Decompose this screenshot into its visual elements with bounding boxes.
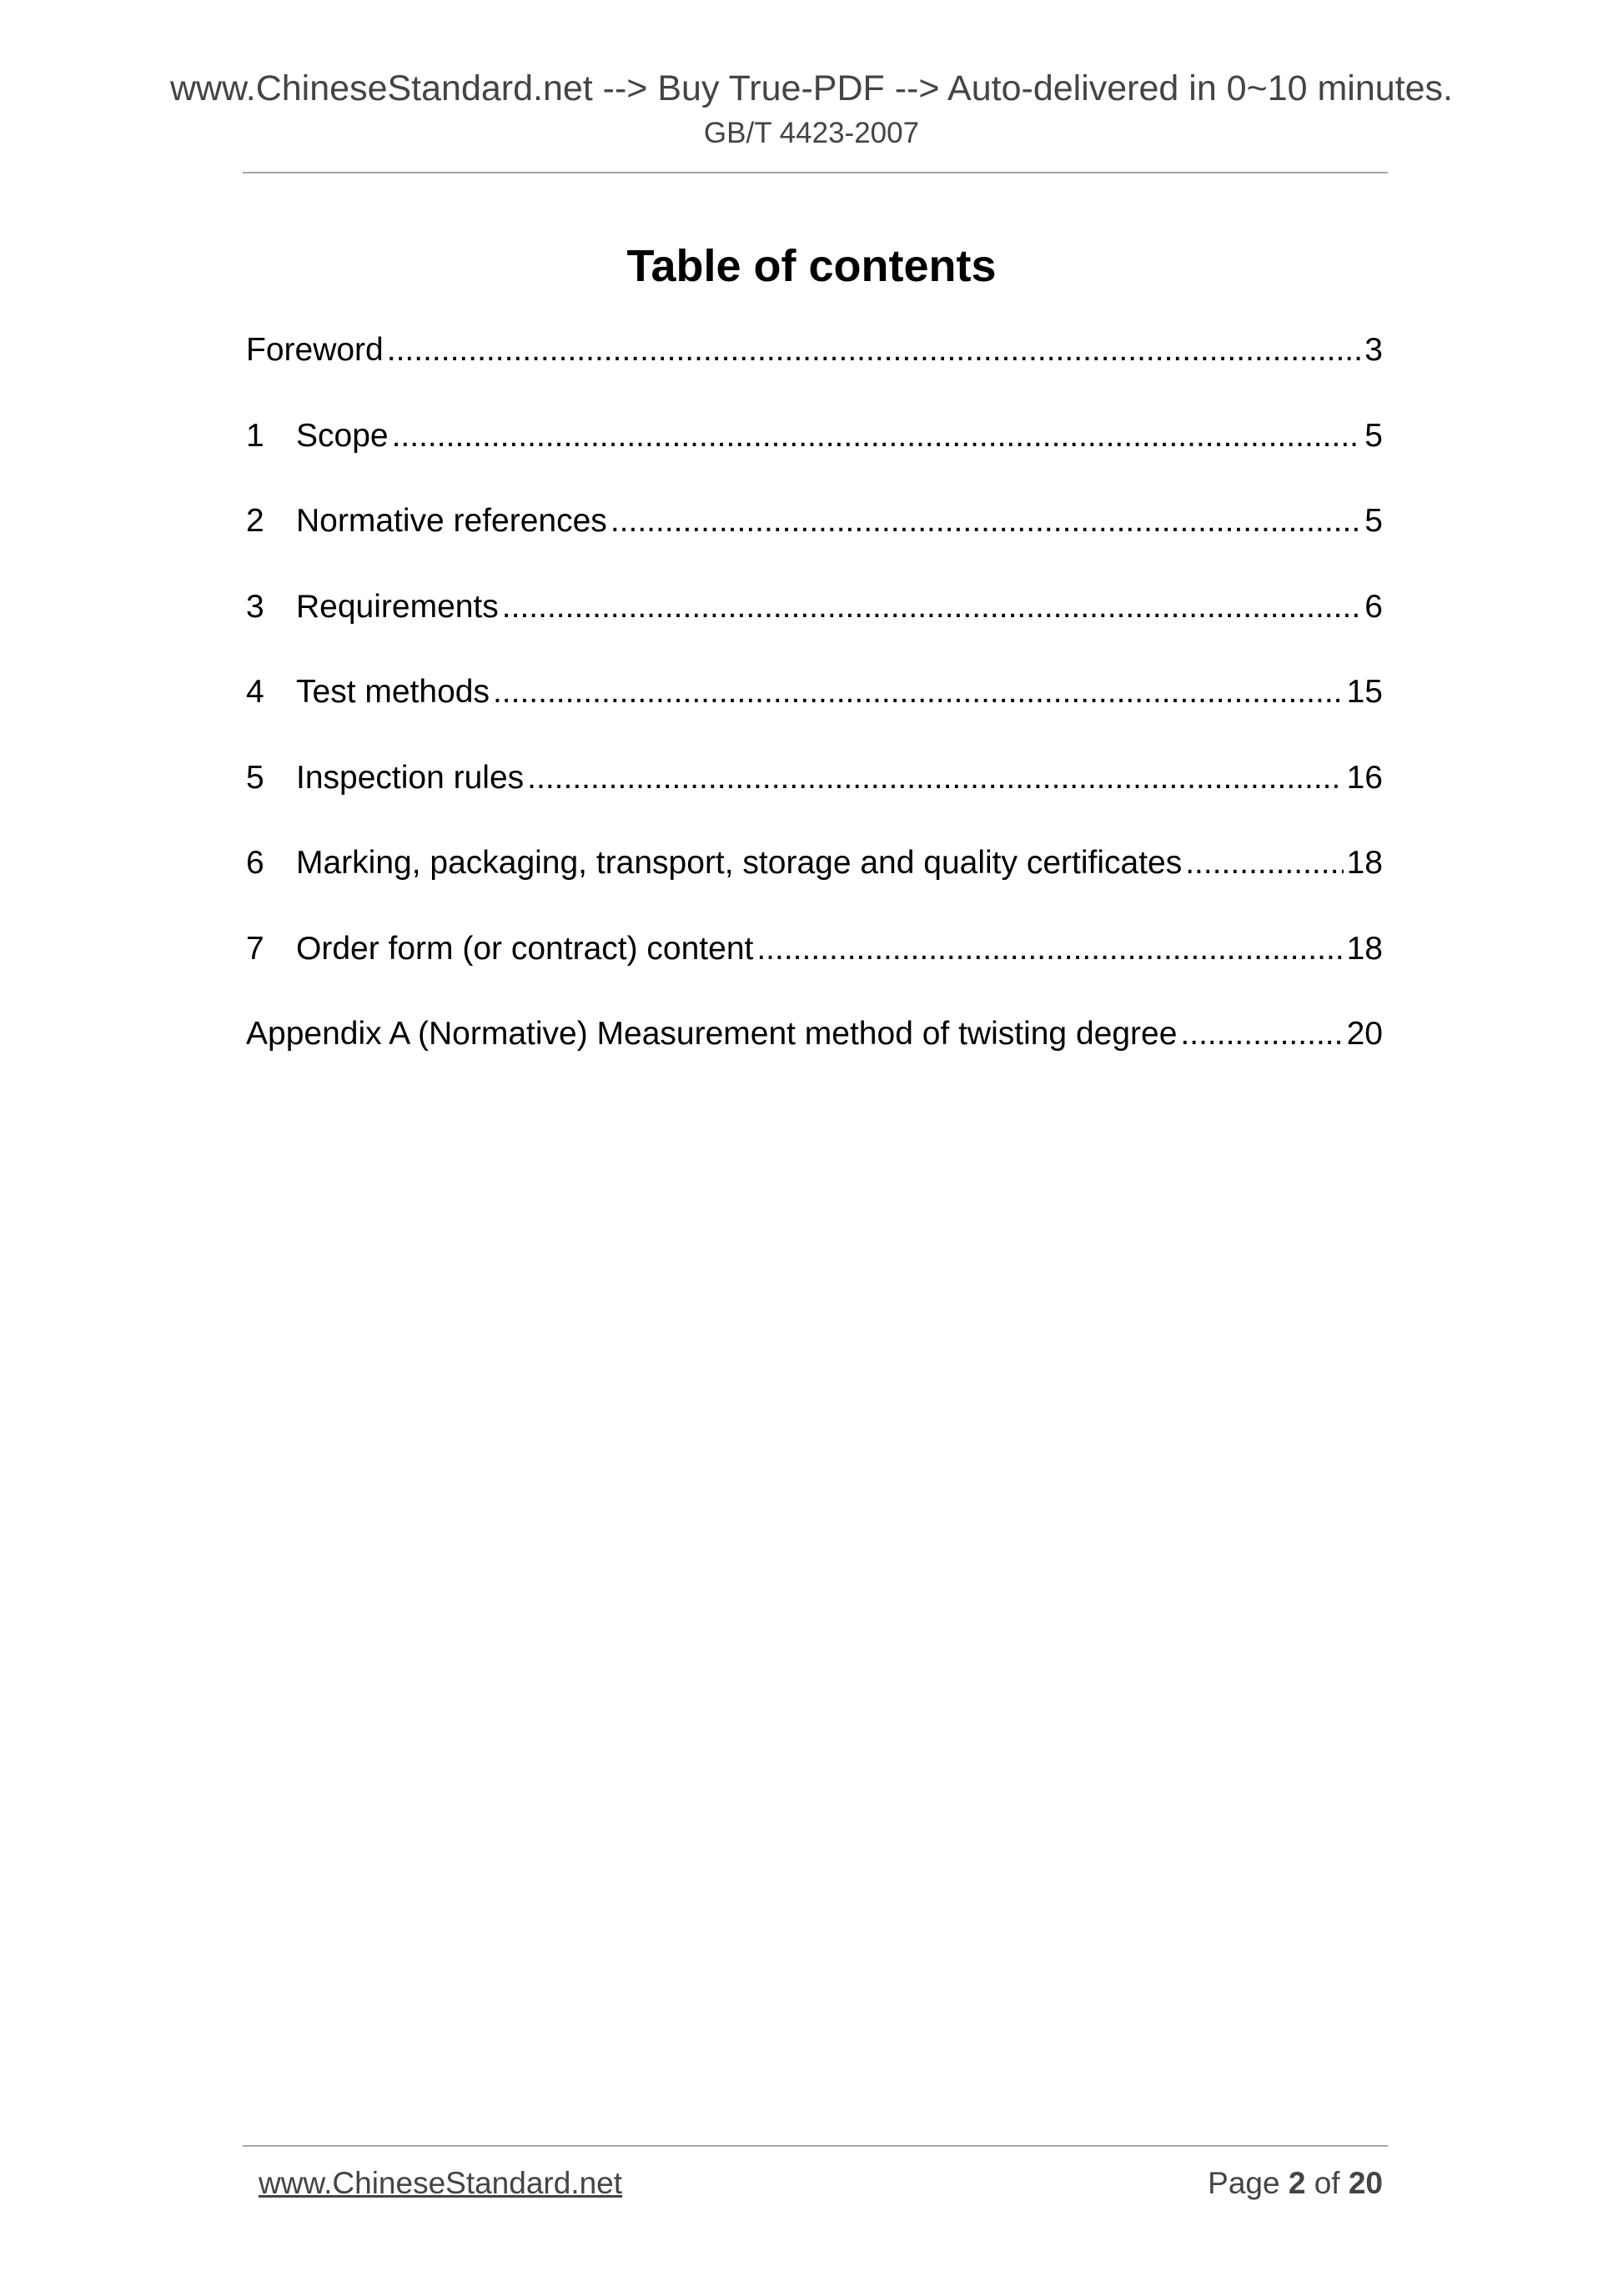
toc-entry-order-form[interactable] [246,927,1383,1013]
footer-page-indicator [1208,2163,1383,2203]
toc-entry-title: Scope [296,417,389,454]
toc-entry-page: 5 [1364,503,1383,539]
toc-leader-dots [387,329,1362,372]
toc-leader-dots [527,756,1343,800]
toc-entry-number: 4 [246,674,264,710]
toc-leader-dots [611,500,1361,543]
toc-entry-page: 15 [1346,674,1383,710]
toc-leader-dots [392,414,1362,458]
page-prefix: Page [1208,2166,1280,2200]
toc-entry-number: 1 [246,417,264,454]
page-total: 20 [1348,2166,1383,2200]
toc-entry-title: Normative references [296,503,607,539]
toc-entry-marking-packaging[interactable] [246,842,1383,927]
toc-entry-title: Appendix A (Normative) Measurement method of twisting degree [246,1016,1178,1052]
toc-entry-title: Test methods [296,674,490,710]
toc-entry-page: 5 [1364,417,1383,454]
toc-list [246,329,1383,1098]
toc-leader-dots [756,927,1343,971]
toc-leader-dots [502,585,1362,629]
header-divider [243,172,1388,173]
toc-leader-dots [1180,1012,1343,1056]
toc-entry-number: 7 [246,930,264,967]
toc-entry-title: Foreword [246,332,384,368]
toc-entry-requirements[interactable] [246,585,1383,671]
toc-leader-dots [493,671,1344,714]
toc-entry-appendix-a[interactable] [246,1012,1383,1098]
toc-entry-page: 18 [1346,930,1383,967]
toc-entry-title: Marking, packaging, transport, storage and quality certificates [296,845,1183,881]
toc-entry-page: 3 [1364,332,1383,368]
header-site-banner: www.ChineseStandard.net --> Buy True-PDF --> Auto-delivered in 0~10 minutes. [169,68,1453,108]
toc-entry-page: 20 [1346,1016,1383,1052]
toc-entry-page: 16 [1346,759,1383,796]
toc-entry-inspection-rules[interactable] [246,756,1383,842]
page-of: of [1314,2166,1340,2200]
page-current: 2 [1288,2166,1306,2200]
toc-leader-dots [1185,842,1343,885]
toc-entry-test-methods[interactable] [246,671,1383,756]
toc-entry-scope[interactable] [246,414,1383,500]
toc-entry-number: 3 [246,588,264,625]
toc-entry-page: 6 [1364,588,1383,625]
toc-entry-normative-references[interactable] [246,500,1383,585]
footer-divider [243,2145,1388,2147]
footer-site-link[interactable]: www.ChineseStandard.net [259,2166,623,2200]
toc-entry-number: 5 [246,759,264,796]
toc-entry-number: 6 [246,845,264,881]
toc-entry-title: Requirements [296,588,499,625]
toc-entry-page: 18 [1346,845,1383,881]
toc-entry-foreword[interactable] [246,329,1383,414]
toc-entry-title: Order form (or contract) content [296,930,754,967]
toc-entry-number: 2 [246,503,264,539]
header-standard-code: GB/T 4423-2007 [703,117,920,149]
toc-entry-title: Inspection rules [296,759,525,796]
page-title: Table of contents [626,241,997,291]
